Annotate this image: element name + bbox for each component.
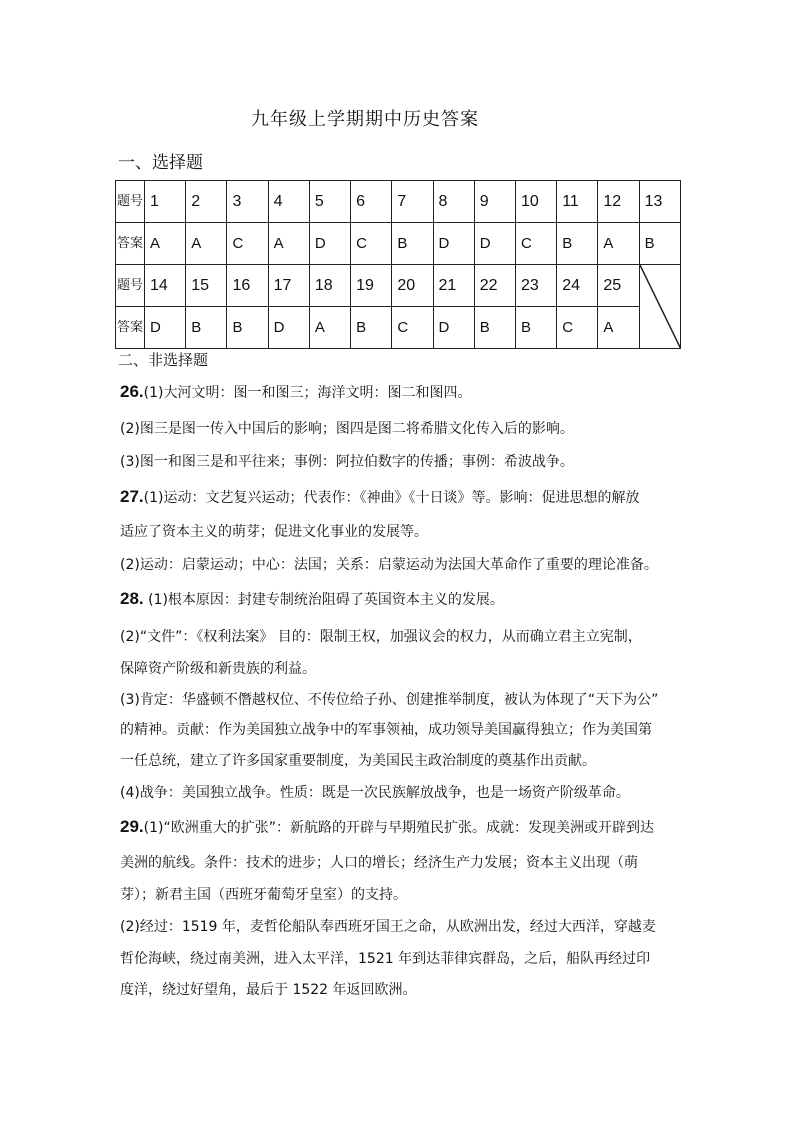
table-cell-answer: A bbox=[186, 223, 227, 265]
table-cell-answer: B bbox=[557, 223, 598, 265]
table-cell-blank-diagonal bbox=[639, 265, 680, 349]
table-cell-number: 22 bbox=[474, 265, 515, 307]
table-cell-answer: A bbox=[309, 307, 350, 349]
table-cell-number: 7 bbox=[392, 181, 433, 223]
table-cell-answer: B bbox=[474, 307, 515, 349]
row-header-number: 题号 bbox=[116, 265, 145, 307]
table-cell-number: 23 bbox=[515, 265, 556, 307]
table-cell-number: 17 bbox=[268, 265, 309, 307]
table-row bbox=[116, 181, 681, 223]
question-number: 26. bbox=[120, 382, 144, 401]
answer-paragraph: 一任总统，建立了许多国家重要制度，为美国民主政治制度的奠基作出贡献。 bbox=[120, 753, 596, 769]
table-cell-answer: C bbox=[227, 223, 268, 265]
row-header-answer: 答案 bbox=[116, 307, 145, 349]
table-cell-number: 25 bbox=[598, 265, 639, 307]
table-cell-number: 12 bbox=[598, 181, 639, 223]
table-cell-number: 14 bbox=[145, 265, 186, 307]
table-cell-answer: B bbox=[227, 307, 268, 349]
question-number: 27. bbox=[120, 487, 144, 506]
row-header-number: 题号 bbox=[116, 181, 145, 223]
table-cell-answer: D bbox=[433, 223, 474, 265]
answer-paragraph bbox=[120, 382, 471, 402]
answer-text: (1)运动：文艺复兴运动；代表作：《神曲》《十日谈》等。影响：促进思想的解放 bbox=[143, 490, 640, 506]
table-cell-number: 11 bbox=[557, 181, 598, 223]
table-cell-answer: B bbox=[186, 307, 227, 349]
table-cell-number: 1 bbox=[145, 181, 186, 223]
table-cell-answer: D bbox=[474, 223, 515, 265]
table-cell-number: 8 bbox=[433, 181, 474, 223]
table-row bbox=[116, 307, 681, 349]
answer-paragraph: (2)经过：1519 年，麦哲伦船队奉西班牙国王之命，从欧洲出发，经过大西洋，穿越麦 bbox=[120, 919, 656, 935]
answer-paragraph bbox=[120, 817, 654, 837]
answer-text: (1)大河文明：图一和图三；海洋文明：图二和图四。 bbox=[143, 385, 472, 401]
table-cell-number: 16 bbox=[227, 265, 268, 307]
answer-paragraph: 度洋，绕过好望角，最后于 1522 年返回欧洲。 bbox=[120, 982, 417, 998]
answer-paragraph: 美洲的航线。条件：技术的进步；人口的增长；经济生产力发展；资本主义出现（萌 bbox=[120, 855, 638, 871]
answer-paragraph: 适应了资本主义的萌芽；促进文化事业的发展等。 bbox=[120, 524, 428, 540]
table-cell-number: 15 bbox=[186, 265, 227, 307]
table-cell-answer: A bbox=[598, 307, 639, 349]
question-number: 28. bbox=[120, 589, 144, 608]
answer-paragraph: (2)图三是图一传入中国后的影响；图四是图二将希腊文化传入后的影响。 bbox=[120, 421, 574, 437]
table-cell-answer: C bbox=[557, 307, 598, 349]
table-cell-answer: B bbox=[392, 223, 433, 265]
table-cell-number: 6 bbox=[351, 181, 392, 223]
answer-paragraph bbox=[120, 487, 639, 507]
table-cell-number: 2 bbox=[186, 181, 227, 223]
answer-table bbox=[115, 180, 681, 349]
table-cell-number: 21 bbox=[433, 265, 474, 307]
answer-paragraph: 的精神。贡献：作为美国独立战争中的军事领袖，成功领导美国赢得独立；作为美国第 bbox=[120, 722, 652, 738]
table-cell-answer: A bbox=[598, 223, 639, 265]
table-cell-answer: B bbox=[515, 307, 556, 349]
table-cell-answer: D bbox=[145, 307, 186, 349]
table-cell-number: 10 bbox=[515, 181, 556, 223]
table-cell-answer: D bbox=[309, 223, 350, 265]
table-cell-answer: D bbox=[268, 307, 309, 349]
page-title: 九年级上学期期中历史答案 bbox=[251, 109, 479, 130]
table-cell-number: 20 bbox=[392, 265, 433, 307]
table-cell-answer: D bbox=[433, 307, 474, 349]
answer-paragraph: (2)“文件”：《权利法案》 目的：限制王权，加强议会的权力，从而确立君主立宪制， bbox=[120, 629, 642, 645]
table-cell-number: 5 bbox=[309, 181, 350, 223]
answer-paragraph: 保障资产阶级和新贵族的利益。 bbox=[120, 661, 316, 677]
answer-paragraph: (3)图一和图三是和平往来；事例：阿拉伯数字的传播；事例：希波战争。 bbox=[120, 454, 574, 470]
table-cell-answer: A bbox=[268, 223, 309, 265]
table-cell-answer: C bbox=[351, 223, 392, 265]
table-cell-number: 9 bbox=[474, 181, 515, 223]
table-cell-answer: B bbox=[639, 223, 680, 265]
answer-text: (1)“欧洲重大的扩张”：新航路的开辟与早期殖民扩张。成就：发现美洲或开辟到达 bbox=[143, 820, 654, 836]
section-title-non-multiple-choice: 二、非选择题 bbox=[118, 351, 209, 369]
answer-paragraph: 芽）；新君主国（西班牙葡萄牙皇室）的支持。 bbox=[120, 887, 407, 903]
table-row bbox=[116, 223, 681, 265]
table-row bbox=[116, 265, 681, 307]
answer-text: (1)根本原因：封建专制统治阻碍了英国资本主义的发展。 bbox=[143, 592, 504, 608]
row-header-answer: 答案 bbox=[116, 223, 145, 265]
section-title-multiple-choice: 一、选择题 bbox=[118, 153, 203, 173]
table-cell-number: 13 bbox=[639, 181, 680, 223]
table-cell-answer: C bbox=[392, 307, 433, 349]
table-cell-number: 19 bbox=[351, 265, 392, 307]
table-cell-number: 18 bbox=[309, 265, 350, 307]
table-cell-number: 24 bbox=[557, 265, 598, 307]
answer-paragraph: 哲伦海峡，绕过南美洲，进入太平洋，1521 年到达菲律宾群岛，之后，船队再经过印 bbox=[120, 951, 651, 967]
table-cell-answer: B bbox=[351, 307, 392, 349]
answer-paragraph: (4)战争：美国独立战争。性质：既是一次民族解放战争，也是一场资产阶级革命。 bbox=[120, 785, 630, 801]
diagonal-line bbox=[640, 265, 680, 348]
table-cell-number: 4 bbox=[268, 181, 309, 223]
table-cell-answer: A bbox=[145, 223, 186, 265]
table-cell-answer: C bbox=[515, 223, 556, 265]
answer-paragraph: (2)运动：启蒙运动；中心：法国；关系：启蒙运动为法国大革命作了重要的理论准备。 bbox=[120, 557, 658, 573]
answer-paragraph: (3)肯定：华盛顿不僭越权位、不传位给子孙、创建推举制度，被认为体现了“天下为公” bbox=[120, 692, 659, 708]
question-number: 29. bbox=[120, 817, 144, 836]
answer-paragraph bbox=[120, 589, 504, 609]
table-cell-number: 3 bbox=[227, 181, 268, 223]
